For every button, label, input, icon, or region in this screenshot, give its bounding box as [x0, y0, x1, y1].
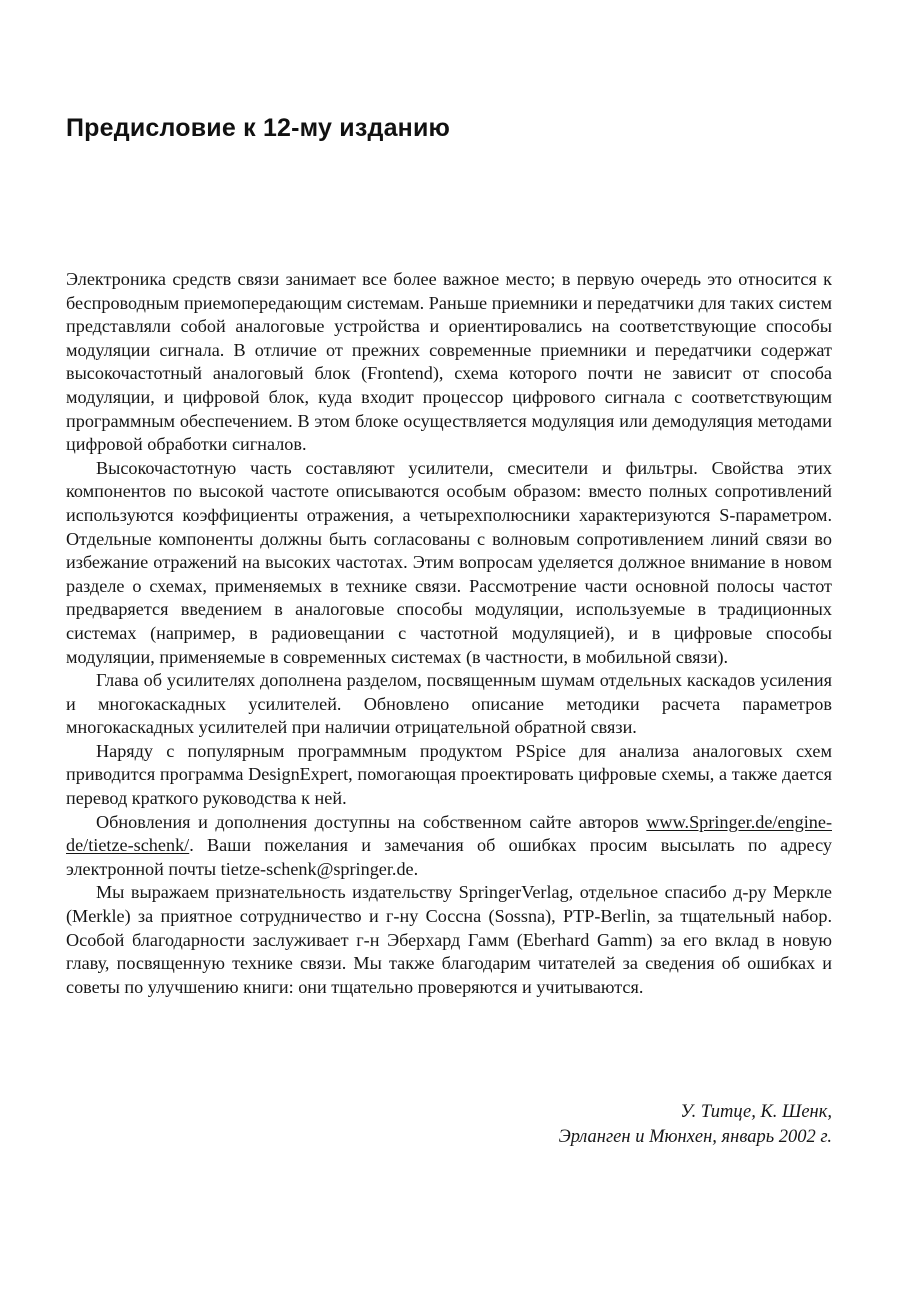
authors-website-link[interactable]: www.Springer.de/engine-de/tietze-schenk/ — [66, 811, 832, 856]
paragraph-amplifiers: Глава об усилителях дополнена разделом, посвященным шумам отдельных каскадов усиления и многокаскадных усилителей. Обновлено описание методики расчета параметров многокаскадных усилителей при наличии отрицательной обратной связи. — [66, 670, 832, 738]
signature-authors: У. Титце, К. Шенк, — [680, 1102, 832, 1122]
paragraph-intro: Электроника средств связи занимает все более важное место; в первую очередь это относится к беспроводным приемопередающим системам. Раньше приемники и передатчики для таких систем представляли собой аналоговые устройства и ориентировались на соответствующие способы модуляции сигнала. В отличие от прежних современные приемники и передатчики содержат высокочастотный аналоговый блок (Frontend), схема которого почти не зависит от способа модуляции, и цифровой блок, куда входит процессор цифрового сигнала с соответствующим программным обеспечением. В этом блоке осуществляется модуляция или демодуляция методами цифровой обработки сигналов. — [66, 269, 832, 455]
signature-place-date: Эрланген и Мюнхен, январь 2002 г. — [558, 1127, 832, 1147]
paragraph-high-frequency: Высокочастотную часть составляют усилители, смесители и фильтры. Свойства этих компонентов по высокой частоте описываются особым образом: вместо полных сопротивлений используются коэффициенты отражения, а четырехполюсники характеризуются S-параметром. Отдельные компоненты должны быть согласованы с волновым сопротивлением линий связи во избежание отражений на высоких частотах. Этим вопросам уделяется должное внимание в новом разделе о схемах, применяемых в технике связи. Рассмотрение части основной полосы частот предваряется введением в аналоговые способы модуляции, используемые в традиционных системах (например, в радиовещании с частотной модуляцией), и в цифровые способы модуляции, применяемые в современных системах (в частности, в мобильной связи). — [66, 457, 832, 667]
signature-block — [559, 1100, 832, 1150]
updates-text-before: Обновления и дополнения доступны на собственном сайте авторов — [96, 811, 647, 832]
updates-text-after: . Ваши пожелания и замечания об ошибках просим высылать по адресу электронной почты tietze-schenk@springer.de. — [66, 835, 832, 879]
paragraph-updates — [66, 811, 832, 882]
paragraph-acknowledgements: Мы выражаем признательность издательству SpringerVerlag, отдельное спасибо д-ру Меркле (Merkle) за приятное сотрудничество и г-ну Соссна (Sossna), PTP-Berlin, за тщательный набор. Особой благодарности заслуживает г-н Эберхард Гамм (Eberhard Gamm) за его вклад в новую главу, посвященную технике связи. Мы также благодарим читателей за сведения об ошибках и советы по улучшению книги: они тщательно проверяются и учитываются. — [66, 882, 832, 997]
paragraph-software: Наряду с популярным программным продуктом PSpice для анализа аналоговых схем приводится программа DesignExpert, помогающая проектировать цифровые схемы, а также дается перевод краткого руководства к ней. — [66, 740, 832, 809]
page-title: Предисловие к 12-му изданию — [66, 114, 451, 142]
preface-body — [66, 268, 832, 999]
